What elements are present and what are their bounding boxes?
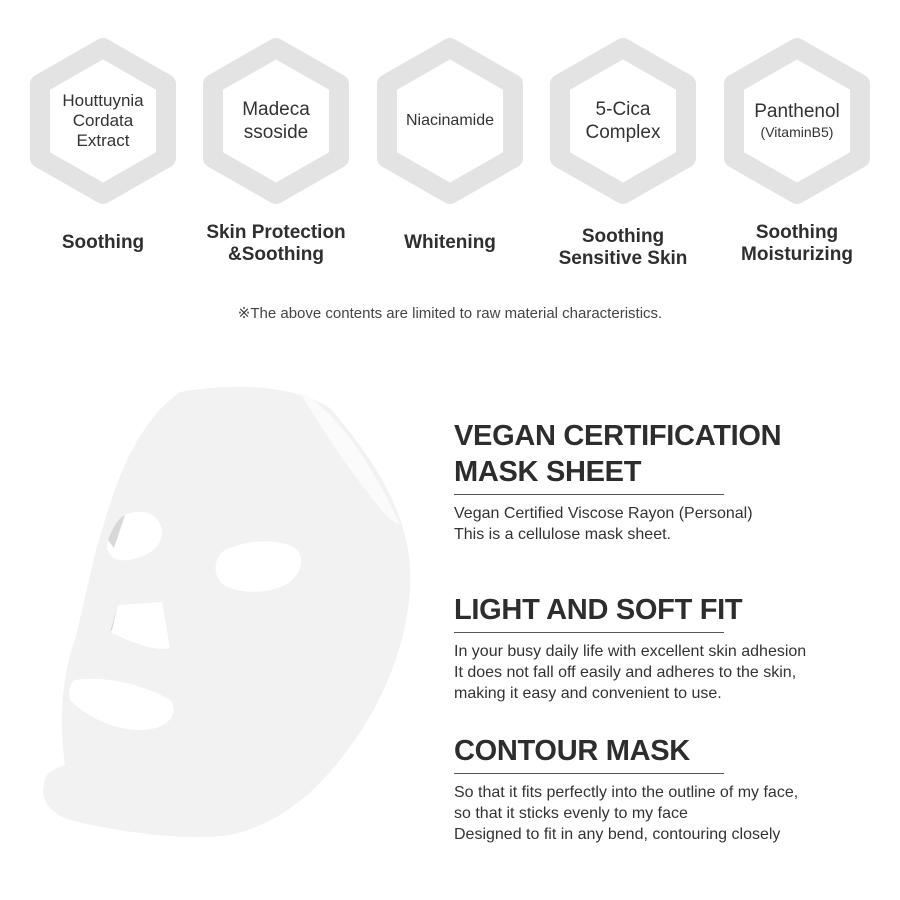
ingredient-effect — [355, 232, 545, 254]
ingredient-name-line: Niacinamide — [405, 112, 495, 129]
ingredient-name-line: Complex — [585, 122, 661, 143]
ingredient-name — [40, 91, 166, 151]
ingredient-hexagon — [722, 36, 872, 206]
effect-line: Skin Protection — [206, 222, 346, 243]
feature-title-line: VEGAN CERTIFICATION — [454, 420, 782, 452]
ingredient-hexagon — [28, 36, 178, 206]
ingredient-name — [387, 111, 513, 131]
feature-divider — [454, 494, 724, 495]
effect-line: Soothing — [755, 222, 839, 243]
ingredient-section — [0, 0, 900, 300]
ingredient-item — [375, 36, 525, 253]
feature-desc-line: This is a cellulose mask sheet. — [454, 526, 671, 543]
mask-sheet-illustration — [30, 380, 420, 840]
feature-desc-line: It does not fall off easily and adheres to the skin, — [454, 664, 797, 681]
ingredient-name-line: Houttuynia — [62, 91, 144, 110]
ingredient-name-line: Cordata — [72, 111, 134, 130]
disclaimer-note: ※The above contents are limited to raw material characteristics. — [237, 305, 663, 322]
effect-line: Soothing — [581, 226, 665, 247]
ingredient-name-line: Panthenol — [754, 101, 840, 122]
feature-divider — [454, 632, 724, 633]
ingredient-name-sub: (VitaminB5) — [760, 124, 834, 140]
feature-title — [454, 592, 874, 628]
feature-vegan — [454, 418, 874, 545]
ingredient-item — [201, 36, 351, 265]
ingredient-name-line: Extract — [76, 131, 130, 150]
ingredient-hexagon — [375, 36, 525, 206]
ingredient-item — [548, 36, 698, 269]
ingredient-name-line: Madeca — [242, 99, 310, 120]
feature-title-line: CONTOUR MASK — [454, 735, 690, 767]
effect-line: Moisturizing — [741, 244, 853, 265]
feature-title — [454, 733, 874, 769]
ingredient-item — [28, 36, 178, 253]
effect-line: Sensitive Skin — [558, 248, 688, 269]
ingredient-effect — [8, 232, 198, 254]
feature-contour — [454, 733, 874, 845]
ingredient-name — [213, 98, 339, 144]
ingredient-name — [560, 98, 686, 144]
ingredient-name — [734, 101, 860, 141]
ingredient-hexagon — [548, 36, 698, 206]
ingredient-effect — [181, 222, 371, 266]
feature-desc-line: In your busy daily life with excellent skin adhesion — [454, 643, 807, 660]
ingredient-effect — [528, 226, 718, 270]
feature-title-line: LIGHT AND SOFT FIT — [454, 594, 743, 626]
feature-desc-line: Designed to fit in any bend, contouring closely — [454, 826, 781, 843]
ingredient-hexagon — [201, 36, 351, 206]
feature-desc-line: So that it fits perfectly into the outline of my face, — [454, 784, 799, 801]
feature-desc-line: making it easy and convenient to use. — [454, 685, 722, 702]
feature-light-soft — [454, 592, 874, 704]
ingredient-item — [722, 36, 872, 265]
effect-line: Soothing — [61, 232, 145, 253]
feature-divider — [454, 773, 724, 774]
ingredient-name-line: 5-Cica — [595, 99, 651, 120]
feature-title — [454, 418, 874, 490]
ingredient-effect — [702, 222, 892, 266]
effect-line: &Soothing — [227, 244, 325, 265]
feature-title-line: MASK SHEET — [454, 456, 642, 488]
ingredient-name-line: ssoside — [243, 122, 309, 143]
effect-line: Whitening — [404, 232, 496, 253]
feature-desc-line: Vegan Certified Viscose Rayon (Personal) — [454, 505, 753, 522]
feature-desc-line: so that it sticks evenly to my face — [454, 805, 688, 822]
